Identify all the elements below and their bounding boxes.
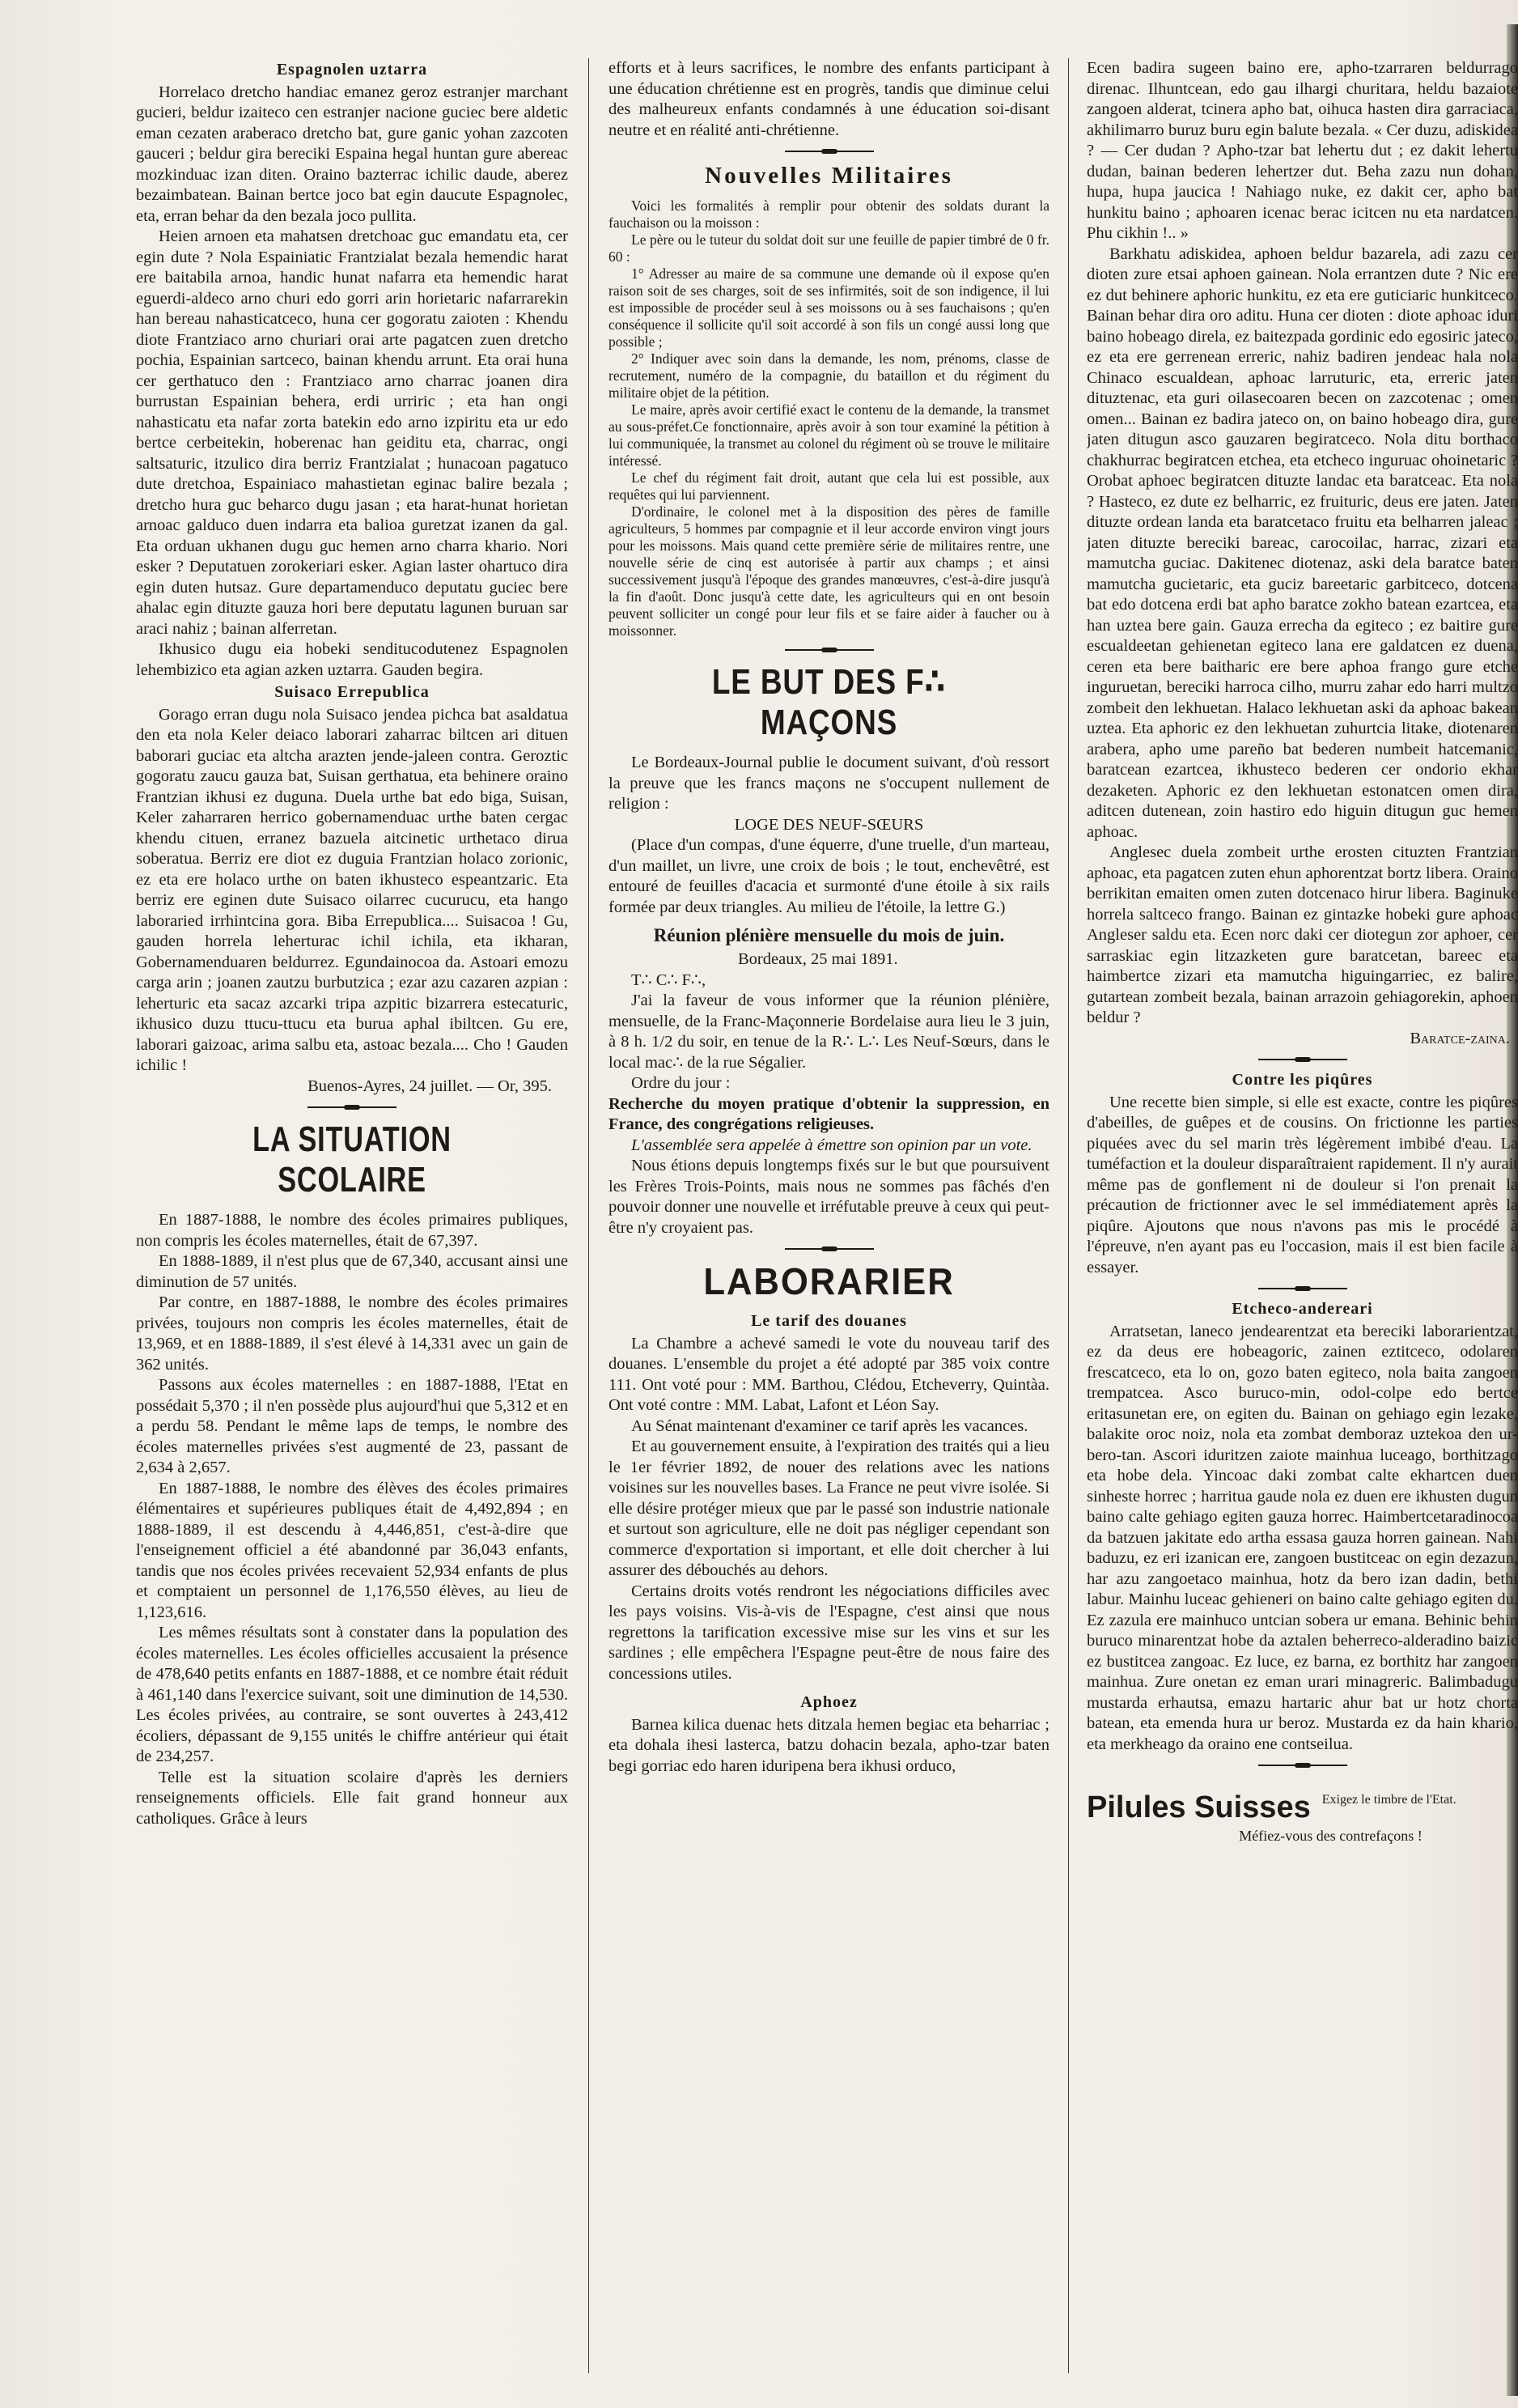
- paragraph: D'ordinaire, le colonel met à la disposition des pères de famille agriculteurs, 5 hommes par compagnie et il leur accorde environ vingt jours pour les moissons. Mais quand cette première série de militaires rentre, une nouvelle série de cinq est autorisée à partir aux champs ; et ainsi successivement jusqu'à l'époque des grandes manœuvres, c'est-à-dire jusqu'à la fin d'août. Donc jusqu'à cette date, les agriculteurs qui en ont besoin peuvent solliciter un congé pour leur fils et se faire aider à faucher ou à moissonner.: [608, 503, 1049, 639]
- article-subheading: Le tarif des douanes: [751, 1312, 907, 1330]
- separator: [307, 1106, 396, 1108]
- paragraph: La Chambre a achevé samedi le vote du nouveau tarif des douanes. L'ensemble du projet a été adopté par 385 voix contre 111. Ont voté pour : MM. Barthou, Clédou, Etcheverry, Quintàa. Ont voté contre : MM. Labat, Lafont et Léon Say.: [608, 1334, 1049, 1414]
- paragraph: 2° Indiquer avec soin dans la demande, les nom, prénoms, classe de recrutement, numéro de la compagnie, du bataillon et du régiment du militaire objet de la pétition.: [608, 350, 1049, 401]
- paragraph: Les mêmes résultats sont à constater dans la population des écoles maternelles. Les écoles officielles accusaient la présence de 478,640 petits enfants en 1887-1888, et ce nombre était réduit à 461,140 dans l'exercice suivant, soit une diminution de 14,530. Les écoles privées, au contraire, se sont ouvertes à 243,412 écoliers, dépassant de 9,155 unités le chiffre antérieur qui était de 234,257.: [136, 1624, 568, 1765]
- signature: Baratce-zaina.: [1410, 1029, 1510, 1047]
- advertisement: [1087, 1790, 1518, 1824]
- paragraph: Et au gouvernement ensuite, à l'expiration des traités qui a lieu le 1er février 1892, de nouer des relations avec les nations voisines sur les nouvelles bases. La France ne peut vivre isolée. Si elle désire protéger mieux que par le passé son industrie nationale et surtout son agriculture, elle ne doit pas négliger cependant son commerce d'exportation si important, et elle doit chercher à lui assurer des débouchés au dehors.: [608, 1438, 1049, 1579]
- meeting-title: Réunion plénière mensuelle du mois de juin.: [653, 925, 1005, 945]
- military-notice: [608, 197, 1049, 639]
- paragraph: J'ai la faveur de vous informer que la réunion plénière, mensuelle, de la Franc-Maçonnerie Bordelaise aura lieu le 3 juin, à 8 h. 1/2 du soir, en tenue de la R∴ L∴ Les Neuf-Sœurs, dans le local mac∴ de la rue Ségalier.: [608, 992, 1049, 1072]
- paragraph: En 1887-1888, le nombre des écoles primaires publiques, non compris les écoles maternelles, était de 67,397.: [136, 1211, 568, 1250]
- article-heading: Aphoez: [800, 1693, 858, 1711]
- paragraph: Une recette bien simple, si elle est exacte, contre les piqûres d'abeilles, de guêpes et de cousins. On frictionne les parties piquées avec du sel marin très légèrement imbibé d'eau. La tuméfaction et la douleur disparaîtraient rapidement. Il n'y aurait même pas de gonflement ni de douleur si l'on prenait la précaution de frictionner avec le sel immédiatement après la piqûre. Ajoutons que nous n'avons pas mis le procédé à l'épreuve, n'en ayant pas eu l'occasion, mais il est bien facile à essayer.: [1087, 1093, 1518, 1276]
- article-heading: Espagnolen uztarra: [276, 61, 428, 79]
- dateline: Buenos-Ayres, 24 juillet. — Or, 395.: [307, 1077, 552, 1095]
- paragraph: Horrelaco dretcho handiac emanez geroz estranjer marchant gucieri, beldur izaiteco cen estranjer nacione guciec bere aldetic eman cezaten araberaco dretcho bat, gure ganic yohan zazcoten gauceri ; beldur gira bereciki Espaina hegal huntan gure abereac mozkinduac izan diten. Oraino bazterrac ichilic daude, aberez bezaimbatean. Bainan bertce joco bat egin daucute Espagnolec, eta, erran behar da den bezala joco pullita.: [136, 83, 568, 225]
- agenda-item: Recherche du moyen pratique d'obtenir la suppression, en France, des congrégations religieuses.: [608, 1094, 1049, 1133]
- article-headline: LABORARIER: [703, 1260, 955, 1302]
- paragraph: Par contre, en 1887-1888, le nombre des écoles primaires privées, toujours non compris les écoles maternelles, était de 13,969, et en 1888-1889, il s'est élevé à 14,331 avec un gain de 362 unités.: [136, 1293, 568, 1374]
- lodge-name: LOGE DES NEUF-SŒURS: [734, 815, 924, 834]
- column-3: [1087, 58, 1518, 2389]
- separator: [785, 151, 874, 152]
- column-2: [608, 58, 1049, 2389]
- paragraph: Barnea kilica duenac hets ditzala hemen begiac eta beharriac ; eta dohala ihesi lasterca, batzu dohacin bezala, apho-tzar baten begi gorriac edo haren iduripena bera ikhusi orduco,: [608, 1715, 1049, 1775]
- paragraph: Certains droits votés rendront les négociations difficiles avec les pays voisins. Vis-à-vis de l'Espagne, c'est ainsi que nous regrettons la tarification excessive mise sur les vins et sur les sardines ; elle empêchera l'Espagne peut-être de nous faire des concessions utiles.: [608, 1582, 1049, 1683]
- paragraph: En 1888-1889, il n'est plus que de 67,340, accusant ainsi une diminution de 57 unités.: [136, 1252, 568, 1291]
- paragraph: Au Sénat maintenant d'examiner ce tarif après les vacances.: [631, 1416, 1028, 1435]
- column-1: [136, 58, 568, 2389]
- paragraph: Nous étions depuis longtemps fixés sur le but que poursuivent les Frères Trois-Points, mais nous ne sommes pas fâchés d'en pouvoir donner une nouvelle et irréfutable preuve à ceux qui peut-être n'y croyaient pas.: [608, 1157, 1049, 1237]
- paragraph: Le Bordeaux-Journal publie le document suivant, d'où ressort la preuve que les francs maçons ne s'occupent nullement de religion :: [608, 754, 1049, 813]
- dateline: Bordeaux, 25 mai 1891.: [738, 950, 898, 968]
- paragraph: Gorago erran dugu nola Suisaco jendea pichca bat asaldatua den eta nola Keler deiaco laborari zaharrac biltcen ari dituen baborari guciac eta altcha arazten jende-jaleen contra. Geroztic gogoratu zaucu gauza bat, Suisan gerthatua, eta behinere oraino Frantzian ikhusi ez duguna. Duela urthe bat edo biga, Suisan, Keler zaharraren herrico gobernamenduac urthe baten cergac khendu cituen, erranez bazuela aitcinetic urthetaco dirua soberatua. Berriz ere diot ez duguia Frantzian holaco zorionic, ez eta ere holaco urthe on baten ikhusteco espeantzaric. Eta berriz ere eginen dute Suisaco oilarrec cucurucu, eta hango laboraried irrhintcina gora. Biba Errepublica.... Suisacoa ! Gu, gauden horrela leherturac ichil ichila, eta ikharan, Gobernamenduaren beldurrez. Egundainocoa da. Astoari emozu carga arin ; joanen zautzu burbutzica ; ezar azu cazaren azpian : leherturic eta sacaz azcarki tripa azpitic bizarrera estecaturic, ikhusico duzu ttucu-ttucu eta burua aphal ibiltcen. Gu ere, laborari gaizoac, arima salbu eta, astoac bezala.... Cho ! Gauden ichilic !: [136, 705, 568, 1074]
- paragraph: Ikhusico dugu eia hobeki senditucodutenez Espagnolen lehembizico eta agian azken uztarra. Gauden begira.: [136, 640, 568, 679]
- paragraph: En 1887-1888, le nombre des élèves des écoles primaires élémentaires et supérieures publiques était de 4,492,894 ; en 1888-1889, il est descendu à 4,446,851, c'est-à-dire que l'enseignement officiel a été abandonné par 36,043 enfants, tandis que nos écoles privées recevaient 52,934 enfants de plus et comptaient un personnel de 1,176,550 élèves, au lieu de 1,123,616.: [136, 1479, 568, 1621]
- salutation: T∴ C∴ F∴,: [631, 970, 706, 989]
- article-heading: Contre les piqûres: [1232, 1071, 1373, 1089]
- article-heading: Etcheco-andereari: [1232, 1300, 1373, 1318]
- paragraph: Passons aux écoles maternelles : en 1887-1888, l'Etat en possédait 5,370 ; il n'en possède plus aujourd'hui que 5,312 et en a perdu 58. Pendant le même laps de temps, le nombre des écoles maternelles privées s'est augmenté de 23, passant de 2,634 à 2,657.: [136, 1376, 568, 1476]
- paragraph: Barkhatu adiskidea, aphoen beldur bazarela, adi zazu cer dioten zure etsai aphoen gainean. Nola errantzen dute ? Nic ere ez dut behinere aphoric hunkitu, ez eta ere guticiaric hunkitceco. Bainan behar dira oro aditu. Huna cer dioten : diote aphoac iduri baino hobeago direla, ez baitezpada gordinic edo egosiric jateco, ez eta ere gerrenean erreric, nahiz badiren jendeac hala nola Chinaco escualdean, aphoac larruturic, eta, erreric jaten dituztenac, eta guri oilasecoaren becen on zazcotenac ; omen omen... Bainan ez badira jateco on, on baino hobeago dira, gure jaten ditugun asco gauzaren begiratceco. Nola ditu borthaco chakhurrac begiratcen etchea, eta etcheco inguruac ohoinetaric ? Orobat aphoec begiratcen dituzte landac eta baratceac. Eta nola ? Hasteco, ez dute ez belharric, ez fruituric, deus ere jaten. Jaten dituzte ordean landa eta baratcetaco fruitu eta belharren jaleac ; jaten dituzte bereciki bareac, carocoilac, harrac, zizari eta mamutcha guciac. Dakitenec diotenaz, aski dela baratce baten mamutcha gucietaric, eta guciz bareetaric garbitceco, dotcena bat edo dotcena erdi bat apho baratce zokho batean ezartcea, eta han uztea bere gain. Gauza errecha da egiteco ; ez baitire gure escualdeetan gehienetan egiteco lana ere galdatcen ez duena, ceren eta bere baitharic ere bere aphoa frango gure etche inguruetan, bereciki harroca cilho, murru zahar edo harri multzo zombeit den lekhuetan. Halaco lekhuetan aski da aphoac bakean uztea. Eta aphoric ez den lekhuetan zuhurtcia litake, diotenaren arabera, apho ume pareño bat bederen numbeit hatcemanic, baratcean ezartcea, ikhusteco bederen cer ondorio ekhar dezaketen. Aphoric ez den lekhuetan estonatcen omen dira, aditcen dutenean, zoin hastiro edo higuin ditugun guc hemen aphoac.: [1087, 244, 1518, 841]
- article-headline: Nouvelles Militaires: [705, 163, 953, 189]
- paragraph: efforts et à leurs sacrifices, le nombre des enfants participant à une éducation chrétienne est en progrès, tandis que diminue celui des malheureux enfants condamnés à une éducation soi-disant neutre et en réalité anti-chrétienne.: [608, 59, 1049, 139]
- column-divider: [588, 58, 589, 2373]
- article-heading: Suisaco Errepublica: [274, 683, 430, 701]
- paragraph: Telle est la situation scolaire d'après les derniers renseignements officiels. Elle fait grand honneur aux catholiques. Grâce à leurs: [136, 1768, 568, 1828]
- ad-title: Pilules Suisses: [1087, 1790, 1311, 1824]
- separator: [1258, 1288, 1347, 1289]
- article-headline: LA SITUATION SCOLAIRE: [252, 1119, 452, 1200]
- paragraph: L'assemblée sera appelée à émettre son opinion par un vote.: [631, 1136, 1032, 1154]
- paragraph: Le maire, après avoir certifié exact le contenu de la demande, la transmet au sous-préfet.Ce fonctionnaire, après avoir à son tour examiné la pétition à lui communiquée, la transmet au colonel du régiment où se trouve le militaire intéressé.: [608, 401, 1049, 469]
- paragraph: 1° Adresser au maire de sa commune une demande où il expose qu'en raison soit de ses charges, soit de ses infirmités, soit de son indigence, il lui est impossible de procéder seul à ses moissons ou à ses fauchaisons ; qu'en conséquence il sollicite qu'il soit accordé à son fils un congé aussi long que possible ;: [608, 265, 1049, 350]
- paragraph: Ecen badira sugeen baino ere, apho-tzarraren beldurrago direnac. Ilhuntcean, edo gau ilhargi churitara, heldu bazaiote zangoen alderat, tcinera apho bat, oihuca hasten dira garraciaca, akhilimarro buruz buru egin balute bezala. « Cer duzu, adiskidea ? — Cer dudan ? Apho-tzar bat lehertu dut ; ez dakit lehertu dudan, bainan bederen lehertzer dut. Beha zazu nun dohan, hupa, hupa jaucica ! Nahiago nuke, ez dakit cer, apho bat hunkitu baino ; aphoaren icenac berac icitcen nu eta nardatcen. Phu cikhin !.. »: [1087, 59, 1518, 242]
- separator: [1258, 1059, 1347, 1060]
- paragraph: Le père ou le tuteur du soldat doit sur une feuille de papier timbré de 0 fr. 60 :: [608, 231, 1049, 265]
- ad-side-text: Exigez le timbre de l'Etat.: [1321, 1793, 1457, 1807]
- separator: [785, 649, 874, 651]
- separator: [785, 1248, 874, 1250]
- paragraph: Voici les formalités à remplir pour obtenir des soldats durant la fauchaison ou la moisson :: [608, 197, 1049, 231]
- paragraph: (Place d'un compas, d'une équerre, d'une truelle, d'un marteau, d'un maillet, un livre, une croix de bois ; le tout, enchevêtré, est entouré de feuilles d'acacia et surmonté d'une étoile à six rails formée par deux triangles. Au milieu de l'étoile, la lettre G.): [608, 836, 1049, 916]
- paragraph: Ordre du jour :: [631, 1074, 731, 1092]
- column-divider: [1068, 58, 1069, 2373]
- ad-warning: Méfiez-vous des contrefaçons !: [1239, 1828, 1423, 1844]
- paragraph: Anglesec duela zombeit urthe erosten cituzten Frantzian aphoac, eta pagatcen zuten ehun aphorentzat bortz libera. Oraino berrikitan emaiten omen zuten dotcenaco hirur libera. Baginuke horrela saltceco frango. Bainan ez gintazke hobeki gure aphoac Angleser saldu eta. Ecen norc daki cer diotegun zor aphoer, cer sarraskiac egin litzazketen gure baratcetan, bareec eta haimbertce zizari eta mamutcha higuingarriec, ez balire, gutartean zombeit bezala, bainan arrazoin gehiagorekin, aphoen beldur ?: [1087, 843, 1518, 1026]
- paragraph: Le chef du régiment fait droit, autant que cela lui est possible, aux requêtes qui lui parviennent.: [608, 469, 1049, 503]
- paragraph: Heien arnoen eta mahatsen dretchoac guc emandatu eta, cer egin dute ? Nola Espainiatic Frantzialat bezala hemendic harat ere baitabila arnoa, handic hunat nafarra eta hemendic harat eguerdi-aldeco arno churi edo gorri arin horietaric nafarrarekin han bereau nahasticatceco, huna cer gogoratu zaioten : Khendu diote Frantziaco arno churiari orai arte pagatcen zuen dretcho pochia, Espainian sartceco, bainan khendu arrunt. Eta orai huna cer gerthatuco den : Frantziaco arno charrac joanen dira burrustan Espainian behera, erdi urriric ; eta han ongi nahasticatu eta nafar zorta batekin edo arno izpiritu eta ur edo bertce cerbeitekin, hoberenac han geiditu eta, charrac, ongi saltsaturic, itzulico dira berriz Frantzialat ; hunacoan pagatuco dute dretchoa, Espainiaco mahastietan eginac balire bezala ; dretcho hura guc beharco dugu jasan ; eta harat-hunat horietan arnoac galduco duen indarra eta balioa guretzat izanen da gal. Eta orduan ukhanen dugu guc hemen arno charra khario. Nori esker ? Deputatuen zorokeriari esker. Agian laster ohartuco dira egin duten hutsaz. Gure departamenduco deputatu guciec bere ahalac egin dituzte gauza hori bere deputatu lagunen buruan sar araci nahiz ; bainan alferretan.: [136, 227, 568, 638]
- paragraph: Arratsetan, laneco jendearentzat eta bereciki laborarientzat, ez da deus ere hobeagoric, zainen eztitceco, odolaren frescatceco, eta lo on, gozo baten egiteco, nola baita zangoen trempatcea. Asco buruco-min, odol-colpe edo bertce eritasunetan ere, on egiten du. Bainan on gehiago egin lezake, balakite oroc noiz, nola eta zombat demboraz uztekoa den ur-bero-tan. Ascori iduritzen zaiote mainhua luceago, borthitzago eta hobe dela. Yincoac daki zombat calte ekhartcen duen sinheste horrec ; harritua gaude nola ez duen ere ikhusten dugun baino calte gehiago egiten gauza horrec. Haimbertcetaradinocoa da batzuen jakitate edo artha essasa gauza horren gainean. Nahi baduzu, ez eri izanican ere, zangoen bustitceac on egin dezazun, har azu zangoetaco mainhua, hotz da bero izan dadin, bethi labur. Mainhu luceac gehieneri on baino calte gehiago egiten du. Ez zazula ere mainhuco untcian sobera ur emana. Behinic behin buruco minarentzat hobe da aztalen beherreco-alderadino baizic ez bustitcea zangoac. Ez luce, ez barna, ez borthitz har zangoen mainhua. Zure onetan ez eman urari minagreric. Balimbadugu mustarda erhautsa, emazu hartaric ahur bat ur hotz chorta batean, eta emenda hura ur beroz. Mustarda ez da hain khario, eta merkheago da oraino ene contseilua.: [1087, 1322, 1518, 1753]
- article-headline: LE BUT DES F∴ MAÇONS: [711, 662, 947, 742]
- separator: [1258, 1765, 1347, 1766]
